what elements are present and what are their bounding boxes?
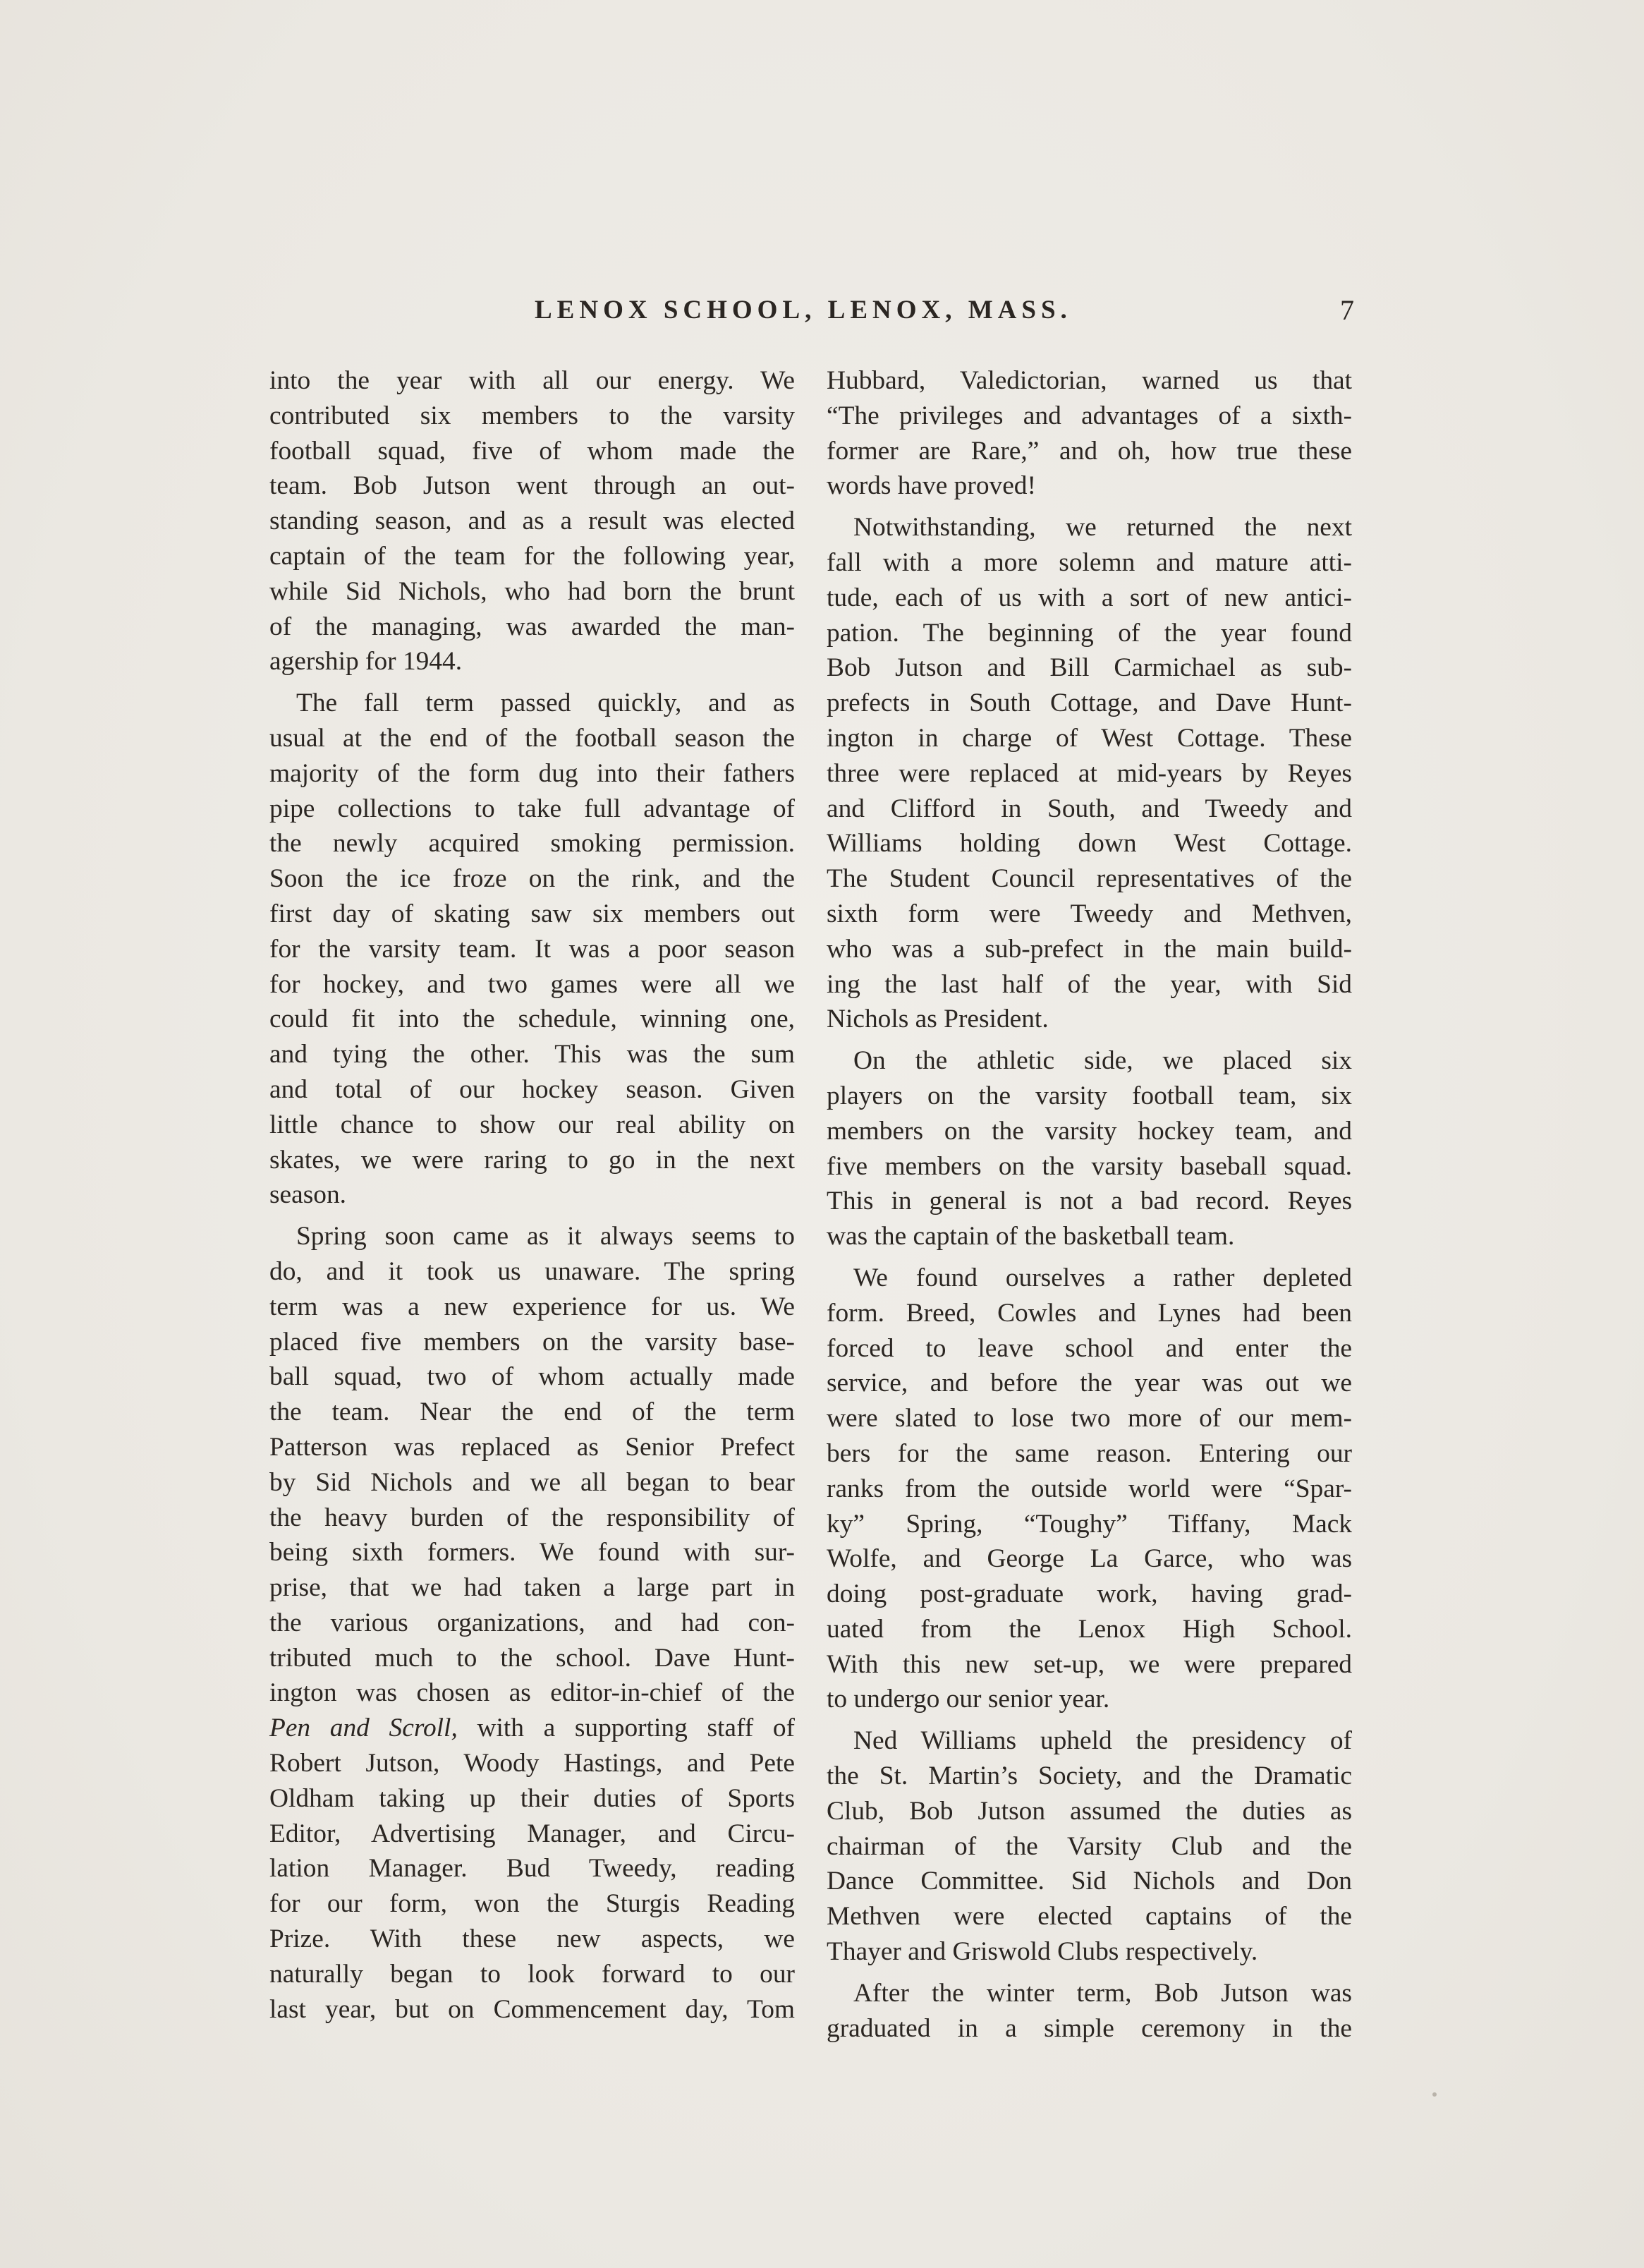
text-line: for our form, won the Sturgis Reading (269, 1889, 795, 1919)
text-line: standing season, and as a result was elected (269, 507, 795, 536)
text-line: ington in charge of West Cottage. These (827, 723, 1352, 753)
text-line: Club, Bob Jutson assumed the duties as (827, 1796, 1352, 1826)
text-line: being sixth formers. We found with sur- (269, 1538, 795, 1567)
text-line: for hockey, and two games were all we (269, 969, 795, 999)
text-line: the St. Martin’s Society, and the Dramatic (827, 1761, 1352, 1791)
text-line: season. (269, 1180, 347, 1210)
text-line: were slated to lose two more of our mem- (827, 1404, 1352, 1433)
paragraph (269, 686, 795, 1213)
publication-title: Pen and Scroll, (269, 1714, 458, 1743)
text-line: “The privileges and advantages of a sixth- (827, 401, 1352, 430)
text-line: ington was chosen as editor-in-chief of the (269, 1678, 795, 1708)
text-line: the team. Near the end of the term (269, 1397, 795, 1427)
text-line: football squad, five of whom made the (269, 436, 795, 466)
text-line: by Sid Nichols and we all began to bear (269, 1467, 795, 1497)
text-line: Williams holding down West Cottage. (827, 829, 1352, 859)
text-line (269, 1711, 795, 1746)
text-line: majority of the form dug into their fathers (269, 758, 795, 788)
text-line: ing the last half of the year, with Sid (827, 969, 1352, 999)
text-line: With this new set-up, we were prepared (827, 1649, 1352, 1679)
text-line: Nichols as President. (827, 1005, 1049, 1034)
text-line: Soon the ice froze on the rink, and the (269, 864, 795, 894)
text-line: while Sid Nichols, who had born the brunt (269, 576, 795, 606)
text-line: ranks from the outside world were “Spar- (827, 1474, 1352, 1503)
text-line: On the athletic side, we placed six (853, 1046, 1352, 1076)
text-line: graduated in a simple ceremony in the (827, 2013, 1352, 2043)
text-line: Methven were elected captains of the (827, 1902, 1352, 1932)
text-fragment: with a supporting staff of (457, 1714, 796, 1743)
text-line: Thayer and Griswold Clubs respectively. (827, 1937, 1258, 1967)
text-line: and total of our hockey season. Given (269, 1074, 795, 1104)
text-line: of the managing, was awarded the man- (269, 612, 795, 641)
text-line: placed five members on the varsity base- (269, 1327, 795, 1357)
text-line: form. Breed, Cowles and Lynes had been (827, 1298, 1352, 1328)
text-line: three were replaced at mid-years by Reyes (827, 758, 1352, 788)
running-head (268, 295, 1354, 334)
text-line: term was a new experience for us. We (269, 1292, 795, 1321)
text-line: to undergo our senior year. (827, 1685, 1110, 1714)
text-line: Hubbard, Valedictorian, warned us that (827, 366, 1352, 395)
paragraph (827, 510, 1352, 1037)
text-line: lation Manager. Bud Tweedy, reading (269, 1854, 795, 1884)
text-line: the newly acquired smoking permission. (269, 829, 795, 859)
text-line: team. Bob Jutson went through an out- (269, 471, 795, 501)
text-line: bers for the same reason. Entering our (827, 1438, 1352, 1468)
text-line: prise, that we had taken a large part in (269, 1573, 795, 1603)
paragraph (269, 1219, 795, 2027)
left-column (269, 363, 795, 2027)
text-line: forced to leave school and enter the (827, 1333, 1352, 1363)
text-line: We found ourselves a rather depleted (853, 1263, 1352, 1292)
text-line: Bob Jutson and Bill Carmichael as sub- (827, 653, 1352, 683)
text-line: Ned Williams upheld the presidency of (853, 1726, 1352, 1756)
right-column (827, 363, 1352, 2046)
paragraph (827, 1976, 1352, 2046)
text-line: last year, but on Commencement day, Tom (269, 1994, 795, 2024)
text-line: chairman of the Varsity Club and the (827, 1831, 1352, 1861)
text-line: Patterson was replaced as Senior Prefect (269, 1432, 795, 1462)
text-line: little chance to show our real ability on (269, 1110, 795, 1139)
text-line: players on the varsity football team, six (827, 1081, 1352, 1110)
paragraph (827, 1723, 1352, 1970)
paragraph (827, 1043, 1352, 1254)
text-line: Oldham taking up their duties of Sports (269, 1783, 795, 1813)
text-line: Robert Jutson, Woody Hastings, and Pete (269, 1749, 795, 1778)
text-line: ball squad, two of whom actually made (269, 1362, 795, 1392)
text-line: do, and it took us unaware. The spring (269, 1256, 795, 1286)
text-line: Prize. With these new aspects, we (269, 1924, 795, 1954)
text-line: the various organizations, and had con- (269, 1608, 795, 1637)
text-line: and tying the other. This was the sum (269, 1040, 795, 1069)
paper-speck (1432, 2092, 1437, 2097)
text-line: This in general is not a bad record. Reyes (827, 1187, 1352, 1216)
text-line: Editor, Advertising Manager, and Circu- (269, 1819, 795, 1848)
text-line: for the varsity team. It was a poor season (269, 934, 795, 964)
text-line: agership for 1944. (269, 647, 463, 677)
text-line: The fall term passed quickly, and as (296, 689, 795, 718)
text-line: service, and before the year was out we (827, 1369, 1352, 1398)
paragraph-lines (269, 1219, 795, 1711)
text-line: pation. The beginning of the year found (827, 618, 1352, 648)
text-line: contributed six members to the varsity (269, 401, 795, 430)
text-line: pipe collections to take full advantage of (269, 794, 795, 823)
text-line: Dance Committee. Sid Nichols and Don (827, 1867, 1352, 1896)
text-line: The Student Council representatives of the (827, 864, 1352, 894)
text-line: the heavy burden of the responsibility of (269, 1503, 795, 1532)
text-line: could fit into the schedule, winning one, (269, 1005, 795, 1034)
text-line: usual at the end of the football season the (269, 723, 795, 753)
text-line: Wolfe, and George La Garce, who was (827, 1544, 1352, 1574)
text-line: prefects in South Cottage, and Dave Hunt- (827, 689, 1352, 718)
text-line: tude, each of us with a sort of new antici- (827, 583, 1352, 612)
text-line: members on the varsity hockey team, and (827, 1116, 1352, 1146)
paragraph (827, 363, 1352, 504)
text-line: former are Rare,” and oh, how true these (827, 436, 1352, 466)
text-line: first day of skating saw six members out (269, 899, 795, 928)
paragraph (827, 1261, 1352, 1717)
running-head-title: LENOX SCHOOL, LENOX, MASS. (535, 296, 1072, 325)
text-line: into the year with all our energy. We (269, 366, 795, 395)
text-line: sixth form were Tweedy and Methven, (827, 899, 1352, 928)
page-number: 7 (1340, 294, 1354, 326)
text-line: After the winter term, Bob Jutson was (853, 1978, 1352, 2008)
paragraph-lines (269, 1746, 795, 2027)
text-line: five members on the varsity baseball squad. (827, 1151, 1352, 1181)
text-line: uated from the Lenox High School. (827, 1614, 1352, 1644)
text-line: was the captain of the basketball team. (827, 1222, 1235, 1251)
text-line: tributed much to the school. Dave Hunt- (269, 1643, 795, 1673)
text-line: who was a sub-prefect in the main build- (827, 934, 1352, 964)
text-line: Notwithstanding, we returned the next (853, 513, 1352, 542)
text-line: naturally began to look forward to our (269, 1959, 795, 1989)
text-line: and Clifford in South, and Tweedy and (827, 794, 1352, 823)
text-line: doing post-graduate work, having grad- (827, 1579, 1352, 1609)
text-line: captain of the team for the following year, (269, 541, 795, 571)
text-line: words have proved! (827, 471, 1036, 501)
text-line: Spring soon came as it always seems to (296, 1222, 795, 1251)
paragraph (269, 363, 795, 679)
text-line: skates, we were raring to go in the next (269, 1145, 795, 1175)
text-line: ky” Spring, “Toughy” Tiffany, Mack (827, 1509, 1352, 1539)
text-line: fall with a more solemn and mature atti- (827, 547, 1352, 577)
